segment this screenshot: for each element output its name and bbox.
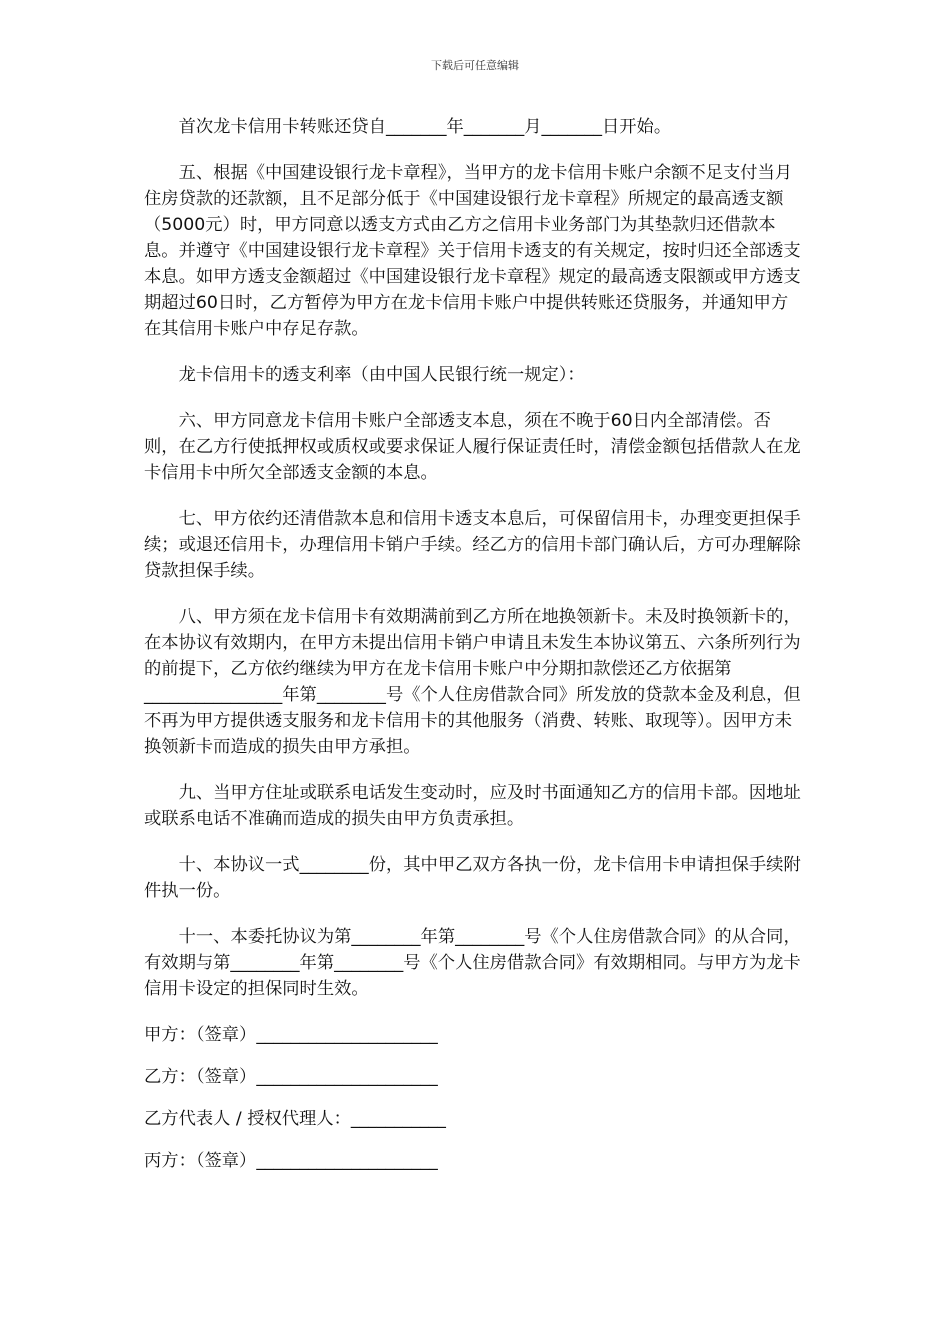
document-body bbox=[144, 114, 804, 1190]
paragraph-clause-6: 六、甲方同意龙卡信用卡账户全部透支本息，须在不晚于60日内全部清偿。否则，在乙方行使抵押权或质权或要求保证人履行保证责任时，清偿金额包括借款人在龙卡信用卡中所欠全部透支金额的本息。 bbox=[144, 411, 801, 483]
paragraph-clause-9: 九、当甲方住址或联系电话发生变动时，应及时书面通知乙方的信用卡部。因地址或联系电话不准确而造成的损失由甲方负责承担。 bbox=[144, 783, 801, 829]
paragraph-clause-10: 十、本协议一式________份，其中甲乙双方各执一份，龙卡信用卡申请担保手续附件执一份。 bbox=[144, 855, 801, 901]
paragraph-clause-7: 七、甲方依约还清借款本息和信用卡透支本息后，可保留信用卡，办理变更担保手续；或退还信用卡，办理信用卡销户手续。经乙方的信用卡部门确认后，方可办理解除贷款担保手续。 bbox=[144, 509, 801, 581]
signature-party-a: 甲方：（签章）_____________________ bbox=[144, 1025, 438, 1045]
paragraph-clause-11: 十一、本委托协议为第________年第________号《个人住房借款合同》的从合同，有效期与第________年第________号《个人住房借款合同》有效期相同。与甲方为龙卡信用卡设定的担保同时生效。 bbox=[144, 927, 801, 999]
paragraph-overdraft-rate: 龙卡信用卡的透支利率（由中国人民银行统一规定）： bbox=[178, 365, 585, 385]
paragraph-first-repayment-date: 首次龙卡信用卡转账还贷自_______年_______月_______日开始。 bbox=[178, 117, 672, 137]
page-header: 下载后可任意编辑 bbox=[431, 59, 519, 72]
signature-party-b-representative: 乙方代表人 / 授权代理人：___________ bbox=[144, 1109, 446, 1129]
paragraph-clause-8: 八、甲方须在龙卡信用卡有效期满前到乙方所在地换领新卡。未及时换领新卡的，在本协议有效期内，在甲方未提出信用卡销户申请且未发生本协议第五、六条所列行为的前提下，乙方依约继续为甲方在龙卡信用卡账户中分期扣款偿还乙方依据第________________年第________号《个人住房借款合同》所发放的贷款本金及利息，但不再为甲方提供透支服务和龙卡信用卡的其他服务（消费、转账、取现等）。因甲方未换领新卡而造成的损失由甲方承担。 bbox=[144, 607, 801, 757]
signature-party-b: 乙方：（签章）_____________________ bbox=[144, 1067, 438, 1087]
paragraph-clause-5: 五、根据《中国建设银行龙卡章程》，当甲方的龙卡信用卡账户余额不足支付当月住房贷款的还款额，且不足部分低于《中国建设银行龙卡章程》所规定的最高透支额（5000元）时，甲方同意以透支方式由乙方之信用卡业务部门为其垫款归还借款本息。并遵守《中国建设银行龙卡章程》关于信用卡透支的有关规定，按时归还全部透支本息。如甲方透支金额超过《中国建设银行龙卡章程》规定的最高透支限额或甲方透支期超过60日时，乙方暂停为甲方在龙卡信用卡账户中提供转账还贷服务，并通知甲方在其信用卡账户中存足存款。 bbox=[144, 163, 801, 339]
signature-party-c: 丙方：（签章）_____________________ bbox=[144, 1151, 438, 1171]
